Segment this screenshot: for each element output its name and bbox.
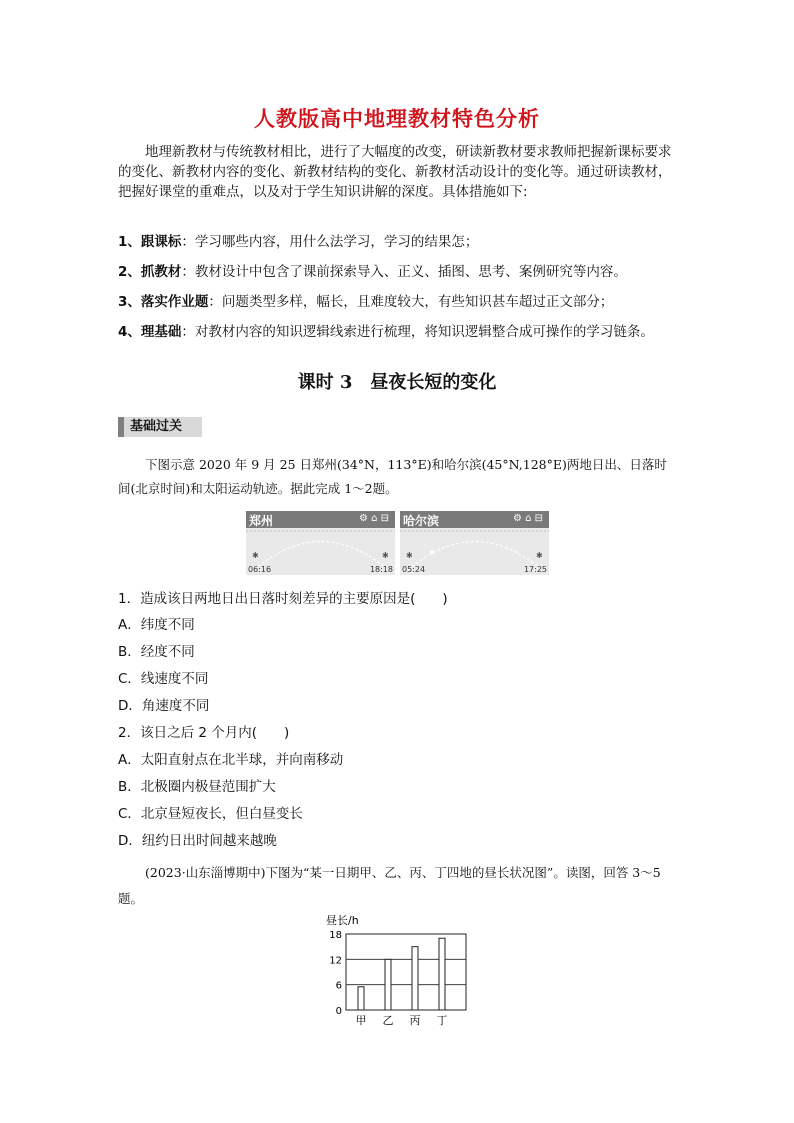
panel-body — [400, 528, 549, 575]
lesson-title: 课时 3 昼夜长短的变化 — [297, 372, 497, 393]
chart-y-tick-label: 12 — [329, 955, 342, 967]
svg-text:✱: ✱ — [382, 551, 389, 560]
document-title: 人教版高中地理教材特色分析 — [254, 107, 540, 131]
question-2-stem: 2．该日之后 2 个月内( ) — [118, 725, 290, 741]
question-2-option-b: B．北极圈内极昼范围扩大 — [118, 779, 276, 795]
question-2-option-c: C．北京昼短夜长，但白昼变长 — [118, 806, 303, 822]
passage-2: (2023·山东淄博期中)下图为“某一日期甲、乙、丙、丁四地的昼长状况图”。读图，回答 3～5题。 — [118, 865, 661, 906]
question-1-stem: 1．造成该日两地日出日落时刻差异的主要原因是( ) — [118, 591, 448, 607]
chart-x-tick-label: 丙 — [409, 1014, 421, 1027]
measure-item-1 — [118, 232, 678, 252]
question-1-option-b: B．经度不同 — [118, 644, 195, 660]
chart-bar — [412, 947, 418, 1010]
panel-header — [400, 511, 549, 528]
panel-body — [246, 528, 395, 575]
chart-x-tick-label: 丁 — [436, 1014, 448, 1027]
panel-toolbar-icons: ⚙ ⌂ ⊟ — [512, 513, 543, 524]
section-badge-bar — [118, 417, 124, 437]
chart-x-tick-label: 乙 — [382, 1014, 394, 1027]
question-1-option-c: C．线速度不同 — [118, 671, 209, 687]
measure-text: ：问题类型多样，幅长，且难度较大，有些知识甚车超过正文部分； — [208, 294, 614, 310]
sunrise-time: 06:16 — [248, 565, 272, 574]
sun-panel-zhengzhou — [246, 511, 395, 575]
chart-bar — [358, 987, 364, 1010]
sunset-time: 18:18 — [369, 565, 393, 574]
chart-y-tick-label: 18 — [329, 930, 342, 941]
panel-city: 郑州 — [249, 514, 274, 528]
measure-text: ：教材设计中包含了课前探索导入、正义、插图、思考、案例研究等内容。 — [181, 264, 627, 280]
panel-toolbar-icons: ⚙ ⌂ ⊟ — [358, 513, 389, 524]
svg-text:✱: ✱ — [536, 551, 543, 560]
chart-y-axis-label: 昼长/h — [326, 914, 359, 927]
question-1-option-d: D．角速度不同 — [118, 698, 210, 714]
chart-x-tick-label: 甲 — [355, 1014, 367, 1027]
question-2-option-a: A．太阳直射点在北半球，并向南移动 — [118, 752, 344, 768]
measure-label: 3、落实作业题 — [118, 294, 209, 310]
svg-text:✱: ✱ — [252, 551, 259, 560]
measure-label: 2、抓教材 — [118, 264, 182, 280]
measure-text: ：对教材内容的知识逻辑线索进行梳理，将知识逻辑整合成可操作的学习链条。 — [181, 324, 654, 340]
chart-bar — [385, 959, 391, 1010]
sunrise-time: 05:24 — [402, 565, 426, 574]
day-length-chart — [320, 912, 480, 1030]
question-1-option-a: A．纬度不同 — [118, 617, 195, 633]
passage-1: 下图示意 2020 年 9 月 25 日郑州(34°N，113°E)和哈尔滨(45°N,128°E)两地日出、日落时间(北京时间)和太阳运动轨迹。据此完成 1～2题。 — [118, 457, 667, 496]
measure-item-4 — [118, 322, 678, 342]
chart-y-tick-label: 6 — [335, 980, 342, 992]
measure-text: ：学习哪些内容，用什么法学习，学习的结果怎； — [181, 234, 479, 250]
sun-panel-harbin — [400, 511, 549, 575]
measure-item-2 — [118, 262, 678, 282]
measure-item-3 — [118, 292, 678, 312]
panel-city: 哈尔滨 — [403, 514, 440, 528]
svg-text:✱: ✱ — [406, 551, 413, 560]
panel-header — [246, 511, 395, 528]
section-badge-label: 基础过关 — [130, 419, 183, 434]
measure-label: 1、跟课标 — [118, 234, 182, 250]
question-2-option-d: D．纽约日出时间越来越晚 — [118, 833, 277, 849]
sunset-time: 17:25 — [523, 565, 547, 574]
chart-svg — [320, 912, 480, 1030]
intro-paragraph: 地理新教材与传统教材相比，进行了大幅度的改变，研读新教材要求教师把握新课标要求的变化、新教材内容的变化、新教材结构的变化、新教材活动设计的变化等。通过研读教材，把握好课堂的重难点，以及对于学生知识讲解的深度。具体措施如下: — [118, 144, 672, 200]
chart-bar — [439, 938, 445, 1010]
measure-label: 4、理基础 — [118, 324, 182, 340]
chart-y-tick-label: 0 — [335, 1006, 342, 1017]
